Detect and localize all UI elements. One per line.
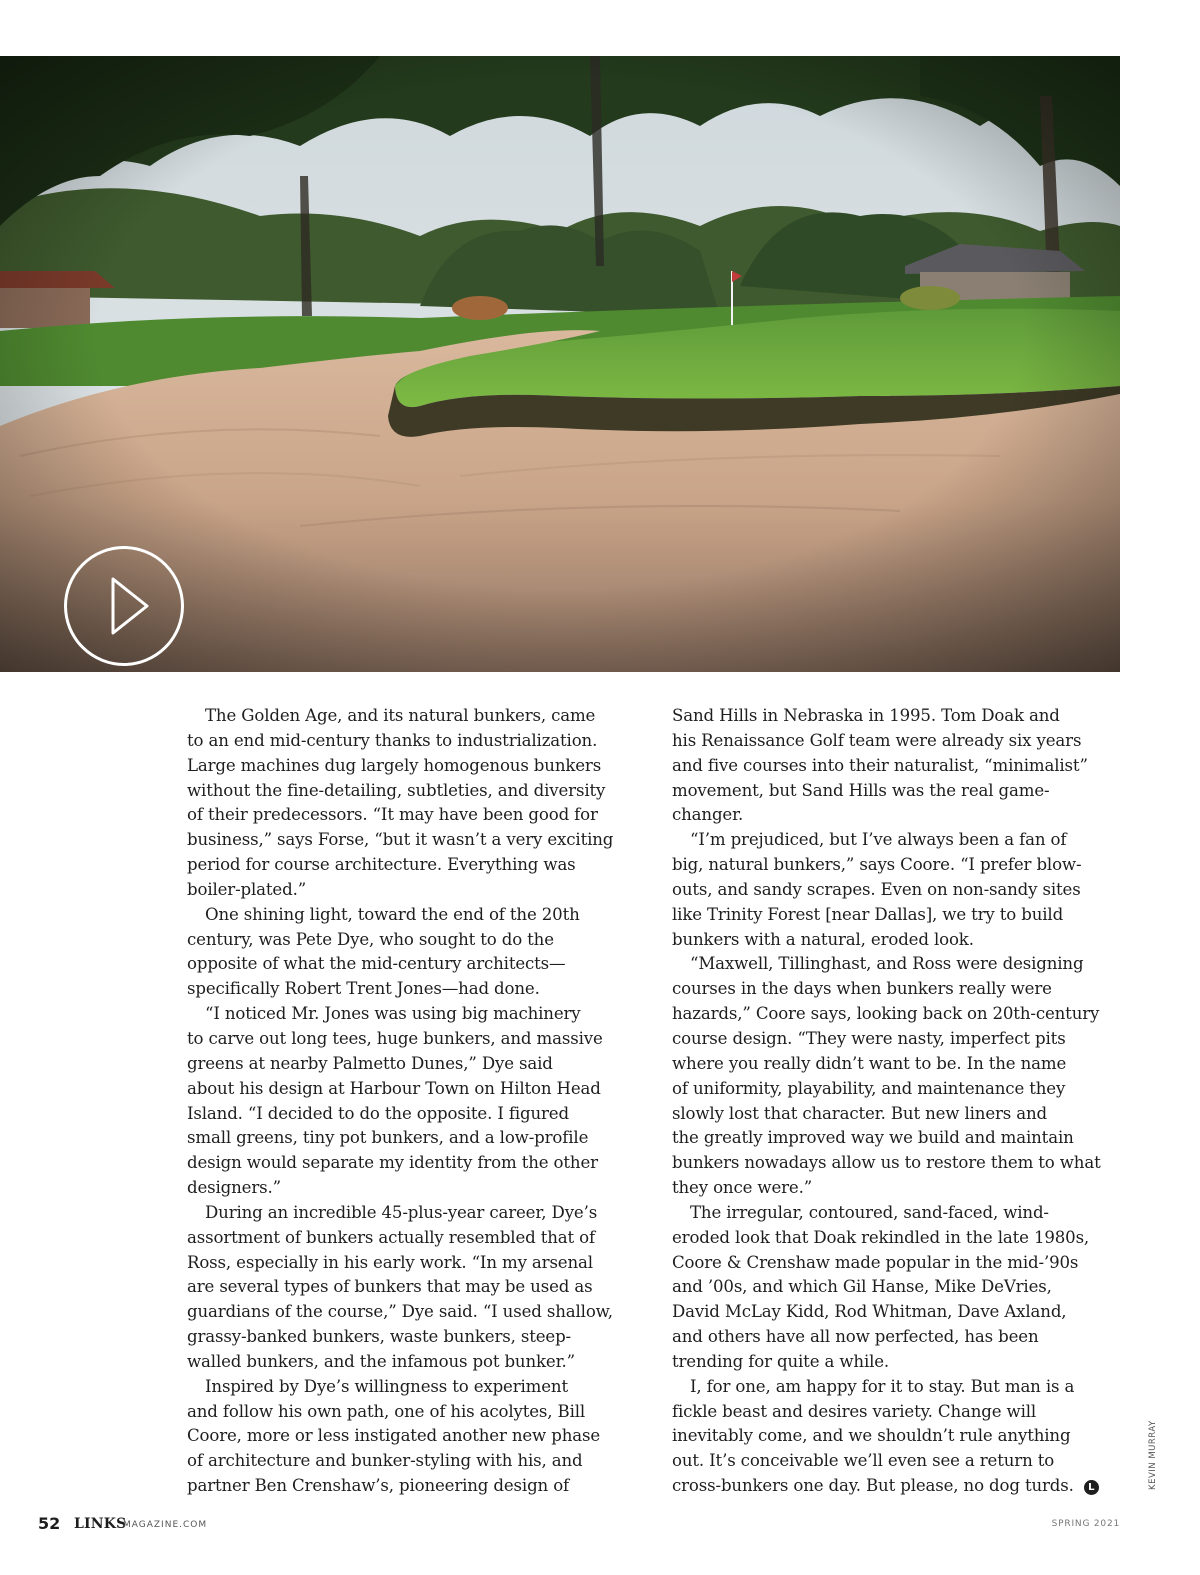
text-line: and five courses into their naturalist, “minimalist” <box>672 755 1088 775</box>
text-line: guardians of the course,” Dye said. “I used shallow, <box>187 1302 613 1322</box>
text-line: Coore, more or less instigated another new phase <box>187 1426 601 1446</box>
text-line: Island. “I decided to do the opposite. I figured <box>187 1103 569 1123</box>
text-line: Coore & Crenshaw made popular in the mid-’90s <box>672 1252 1079 1272</box>
text-line: business,” says Forse, “but it wasn’t a very exciting <box>187 830 614 850</box>
text-line: Inspired by Dye’s willingness to experiment <box>205 1376 568 1396</box>
text-line: movement, but Sand Hills was the real game- <box>672 780 1050 800</box>
text-line: slowly lost that character. But new liners and <box>672 1103 1048 1123</box>
text-line: Large machines dug largely homogenous bunkers <box>187 755 602 775</box>
article-paragraph <box>187 903 642 1002</box>
text-line: specifically Robert Trent Jones—had done. <box>187 979 540 999</box>
magazine-brand: LINKS <box>74 1516 127 1532</box>
text-line: I, for one, am happy for it to stay. But man is a <box>690 1376 1075 1396</box>
text-line: The irregular, contoured, sand-faced, wind- <box>690 1202 1049 1222</box>
text-line: David McLay Kidd, Rod Whitman, Dave Axland, <box>672 1302 1067 1322</box>
text-line: outs, and sandy scrapes. Even on non-sandy sites <box>672 879 1081 899</box>
text-line: designers.” <box>187 1178 281 1198</box>
hero-photo <box>0 56 1120 697</box>
text-line: big, natural bunkers,” says Coore. “I prefer blow- <box>672 855 1082 875</box>
play-icon <box>67 549 181 663</box>
text-line: “Maxwell, Tillinghast, and Ross were designing <box>690 954 1084 974</box>
text-line: hazards,” Coore says, looking back on 20th-century <box>672 1004 1100 1024</box>
article-paragraph <box>672 1201 1127 1375</box>
text-line: bunkers nowadays allow us to restore them to what <box>672 1153 1101 1173</box>
text-line: period for course architecture. Everything was <box>187 855 576 875</box>
photo-credit: KEVIN MURRAY <box>1148 1420 1158 1490</box>
issue-date: SPRING 2021 <box>1051 1519 1120 1529</box>
text-line: greens at nearby Palmetto Dunes,” Dye said <box>187 1053 553 1073</box>
article-paragraph <box>187 1002 642 1201</box>
text-line: courses in the days when bunkers really were <box>672 979 1052 999</box>
text-line: Ross, especially in his early work. “In my arsenal <box>187 1252 593 1272</box>
play-video-button[interactable] <box>64 546 184 666</box>
text-line: grassy-banked bunkers, waste bunkers, steep- <box>187 1327 572 1347</box>
text-line: where you really didn’t want to be. In the name <box>672 1053 1067 1073</box>
text-line: his Renaissance Golf team were already six years <box>672 730 1082 750</box>
article-paragraph <box>187 1201 642 1375</box>
text-line: small greens, tiny pot bunkers, and a low-profile <box>187 1128 589 1148</box>
article-paragraph <box>672 828 1127 952</box>
text-line: of their predecessors. “It may have been good for <box>187 805 598 825</box>
text-line: of uniformity, playability, and maintenance they <box>672 1078 1066 1098</box>
text-line: out. It’s conceivable we’ll even see a return to <box>672 1451 1055 1471</box>
text-line: of architecture and bunker-styling with his, and <box>187 1451 583 1471</box>
article-paragraph <box>672 1375 1127 1499</box>
text-line: eroded look that Doak rekindled in the late 1980s, <box>672 1227 1090 1247</box>
end-mark-icon: L <box>1084 1480 1099 1495</box>
text-line: century, was Pete Dye, who sought to do the <box>187 929 554 949</box>
text-line: and others have all now perfected, has been <box>672 1327 1039 1347</box>
text-line: inevitably come, and we shouldn’t rule anything <box>672 1426 1071 1446</box>
text-line: partner Ben Crenshaw’s, pioneering design of <box>187 1476 570 1496</box>
article-paragraph <box>187 704 642 903</box>
article-column-right <box>672 704 1127 1499</box>
text-line: the greatly improved way we build and maintain <box>672 1128 1074 1148</box>
text-line: opposite of what the mid-century architects— <box>187 954 566 974</box>
text-line: to carve out long tees, huge bunkers, and massive <box>187 1028 603 1048</box>
text-line: “I noticed Mr. Jones was using big machinery <box>205 1004 581 1024</box>
text-line: cross-bunkers one day. But please, no dog turds. <box>672 1476 1074 1496</box>
text-line: about his design at Harbour Town on Hilton Head <box>187 1078 601 1098</box>
text-line: are several types of bunkers that may be used as <box>187 1277 593 1297</box>
play-video-label[interactable]: PLAY VIDEO <box>82 678 173 694</box>
text-line: The Golden Age, and its natural bunkers, came <box>205 706 596 725</box>
text-line: bunkers with a natural, eroded look. <box>672 929 974 949</box>
article-paragraph <box>672 704 1127 828</box>
photo-caption: Harbour Town <box>974 681 1082 697</box>
text-line: assortment of bunkers actually resembled that of <box>187 1227 595 1247</box>
text-line: without the fine-detailing, subtleties, and diversity <box>187 780 606 800</box>
article-paragraph <box>187 1375 642 1499</box>
article-column-left <box>187 704 642 1499</box>
text-line: One shining light, toward the end of the 20th <box>205 904 580 924</box>
text-line: Sand Hills in Nebraska in 1995. Tom Doak and <box>672 706 1060 725</box>
text-line: walled bunkers, and the infamous pot bunker.” <box>187 1351 575 1371</box>
text-line: course design. “They were nasty, imperfect pits <box>672 1028 1066 1048</box>
page-number: 52 <box>38 1514 61 1533</box>
magazine-site: MAGAZINE.COM <box>123 1520 208 1530</box>
text-line: they once were.” <box>672 1178 813 1198</box>
text-line: and ’00s, and which Gil Hanse, Mike DeVries, <box>672 1277 1052 1297</box>
text-line: design would separate my identity from the other <box>187 1153 598 1173</box>
text-line: fickle beast and desires variety. Change will <box>672 1401 1037 1421</box>
text-line: trending for quite a while. <box>672 1351 890 1371</box>
text-line: During an incredible 45-plus-year career, Dye’s <box>205 1202 598 1222</box>
text-line: changer. <box>672 805 744 825</box>
text-line: like Trinity Forest [near Dallas], we try to build <box>672 904 1064 924</box>
article-paragraph <box>672 952 1127 1200</box>
text-line: and follow his own path, one of his acolytes, Bill <box>187 1401 586 1421</box>
text-line: “I’m prejudiced, but I’ve always been a fan of <box>690 830 1067 850</box>
text-line: to an end mid-century thanks to industrialization. <box>187 730 598 750</box>
text-line: boiler-plated.” <box>187 879 307 899</box>
